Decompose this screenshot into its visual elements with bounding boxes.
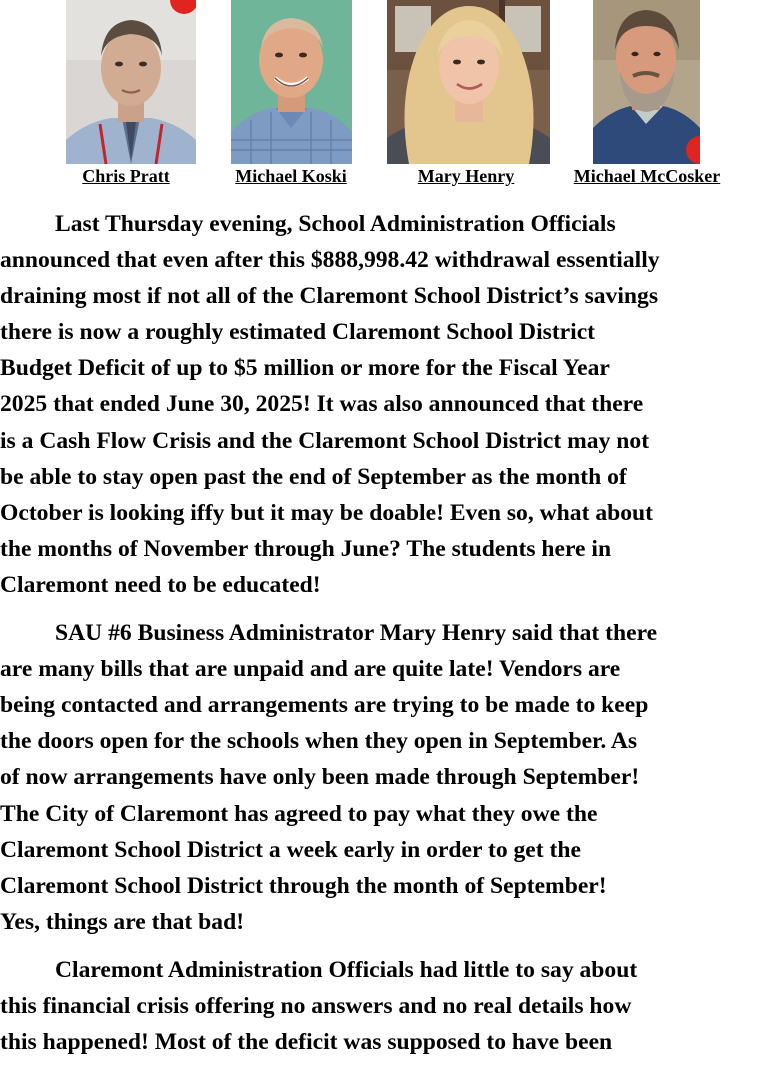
text-line: Claremont School District a week early in order to get the bbox=[0, 836, 581, 863]
caption-michael-mccosker: Michael McCosker bbox=[573, 166, 721, 186]
portrait-image bbox=[231, 0, 352, 164]
portrait-mary-henry bbox=[387, 0, 550, 164]
text-line: Claremont need to be educated! bbox=[0, 571, 321, 598]
text-line: October is looking iffy but it may be doable! Even so, what about bbox=[0, 499, 654, 526]
text-line: of now arrangements have only been made through September! bbox=[0, 764, 640, 791]
portrait-image bbox=[593, 0, 700, 164]
text-line: this financial crisis offering no answers and no real details how bbox=[0, 992, 632, 1019]
paragraph-1 bbox=[0, 206, 764, 603]
text-line: the doors open for the schools when they open in September. As bbox=[0, 728, 638, 755]
caption-mary-henry: Mary Henry bbox=[417, 166, 515, 186]
text-line: SAU #6 Business Administrator Mary Henry said that there bbox=[55, 620, 658, 647]
text-line: Claremont School District through the month of September! bbox=[0, 872, 607, 899]
paragraph-2 bbox=[0, 615, 764, 940]
paragraph-3 bbox=[0, 952, 764, 1060]
text-line: draining most if not all of the Claremont School District’s savings bbox=[0, 283, 658, 310]
caption-michael-koski: Michael Koski bbox=[235, 166, 347, 186]
portrait-michael-koski bbox=[231, 0, 352, 164]
text-line: Budget Deficit of up to $5 million or more for the Fiscal Year bbox=[0, 355, 610, 382]
caption-chris-pratt: Chris Pratt bbox=[82, 166, 170, 186]
text-line: this happened! Most of the deficit was supposed to have been bbox=[0, 1029, 613, 1056]
portrait-image bbox=[66, 0, 196, 164]
text-line: Yes, things are that bad! bbox=[0, 908, 245, 935]
article-body bbox=[0, 206, 764, 1072]
text-line: there is now a roughly estimated Claremont School District bbox=[0, 319, 596, 346]
text-line: be able to stay open past the end of September as the month of bbox=[0, 463, 627, 490]
text-line: are many bills that are unpaid and are quite late! Vendors are bbox=[0, 656, 621, 683]
portrait-chris-pratt bbox=[66, 0, 196, 164]
text-line: is a Cash Flow Crisis and the Claremont School District may not bbox=[0, 427, 650, 454]
text-line: announced that even after this $888,998.42 withdrawal essentially bbox=[0, 247, 660, 274]
text-line: 2025 that ended June 30, 2025! It was also announced that there bbox=[0, 391, 644, 418]
text-line: Claremont Administration Officials had little to say about bbox=[55, 956, 638, 983]
portrait-michael-mccosker bbox=[593, 0, 700, 164]
portrait-row bbox=[0, 0, 764, 195]
text-line: Last Thursday evening, School Administration Officials bbox=[55, 211, 616, 237]
text-line: The City of Claremont has agreed to pay what they owe the bbox=[0, 800, 598, 827]
text-line: the months of November through June? The students here in bbox=[0, 535, 612, 562]
text-line: being contacted and arrangements are trying to be made to keep bbox=[0, 692, 649, 719]
portrait-image bbox=[387, 0, 550, 164]
